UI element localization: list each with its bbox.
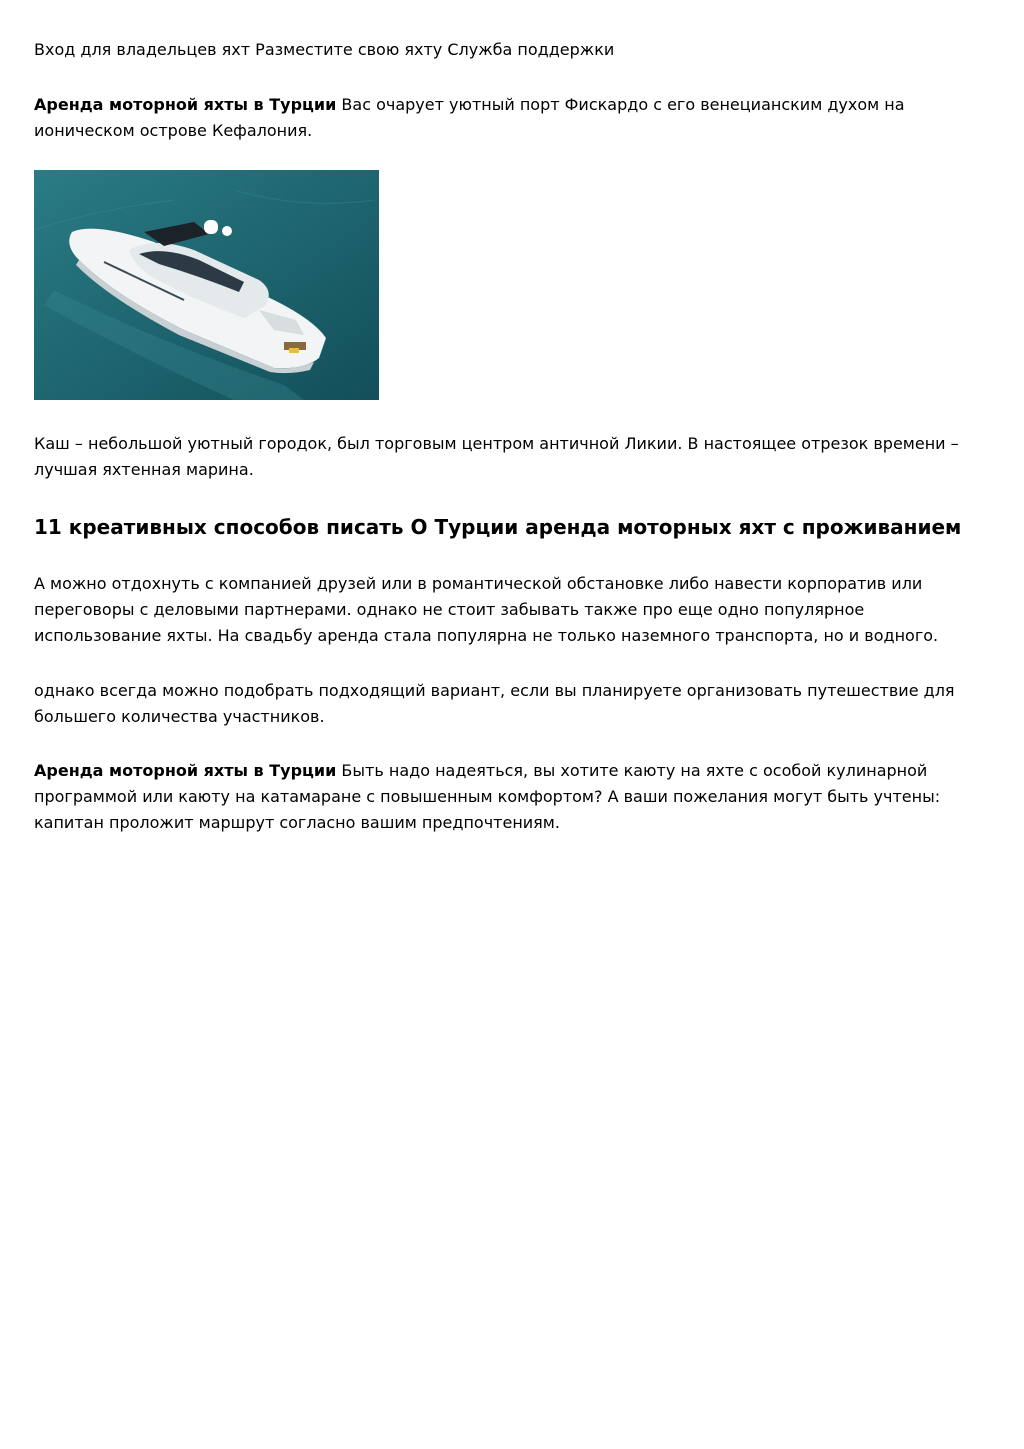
yacht-photo bbox=[34, 170, 379, 400]
top-nav bbox=[34, 39, 614, 61]
list-yacht-link[interactable]: Разместите свою яхту bbox=[255, 40, 443, 59]
paragraph-3: однако всегда можно подобрать подходящий вариант, если вы планируете организовать путешествие для большего количества участников. bbox=[34, 681, 955, 726]
section-heading: 11 креативных способов писать О Турции аренда моторных яхт с проживанием bbox=[34, 515, 962, 539]
owners-login-link[interactable]: Вход для владельцев яхт bbox=[34, 40, 251, 59]
closing-text: Быть надо надеяться, вы хотите каюту на яхте с особой кулинарной программой или каюту на катамаране с повышенным комфортом? А ваши пожелания могут быть учтены: капитан проложит маршрут согласно вашим предпочтениям. bbox=[34, 761, 941, 832]
closing-bold-title: Аренда моторной яхты в Турции bbox=[34, 761, 337, 780]
intro-bold-title: Аренда моторной яхты в Турции bbox=[34, 95, 337, 114]
kas-paragraph: Каш – небольшой уютный городок, был торговым центром античной Ликии. В настоящее отрезок времени – лучшая яхтенная марина. bbox=[34, 434, 959, 479]
support-link[interactable]: Служба поддержки bbox=[447, 40, 615, 59]
intro-text: Вас очарует уютный порт Фискардо с его венецианским духом на ионическом острове Кефалония. bbox=[34, 95, 905, 140]
intro-paragraph bbox=[34, 92, 990, 144]
paragraph-2: А можно отдохнуть с компанией друзей или в романтической обстановке либо навести корпоратив или переговоры с деловыми партнерами. однако не стоит забывать также про еще одно популярное использование яхты. На свадьбу аренда стала популярна не только наземного транспорта, но и водного. bbox=[34, 574, 939, 645]
closing-paragraph bbox=[34, 758, 990, 836]
